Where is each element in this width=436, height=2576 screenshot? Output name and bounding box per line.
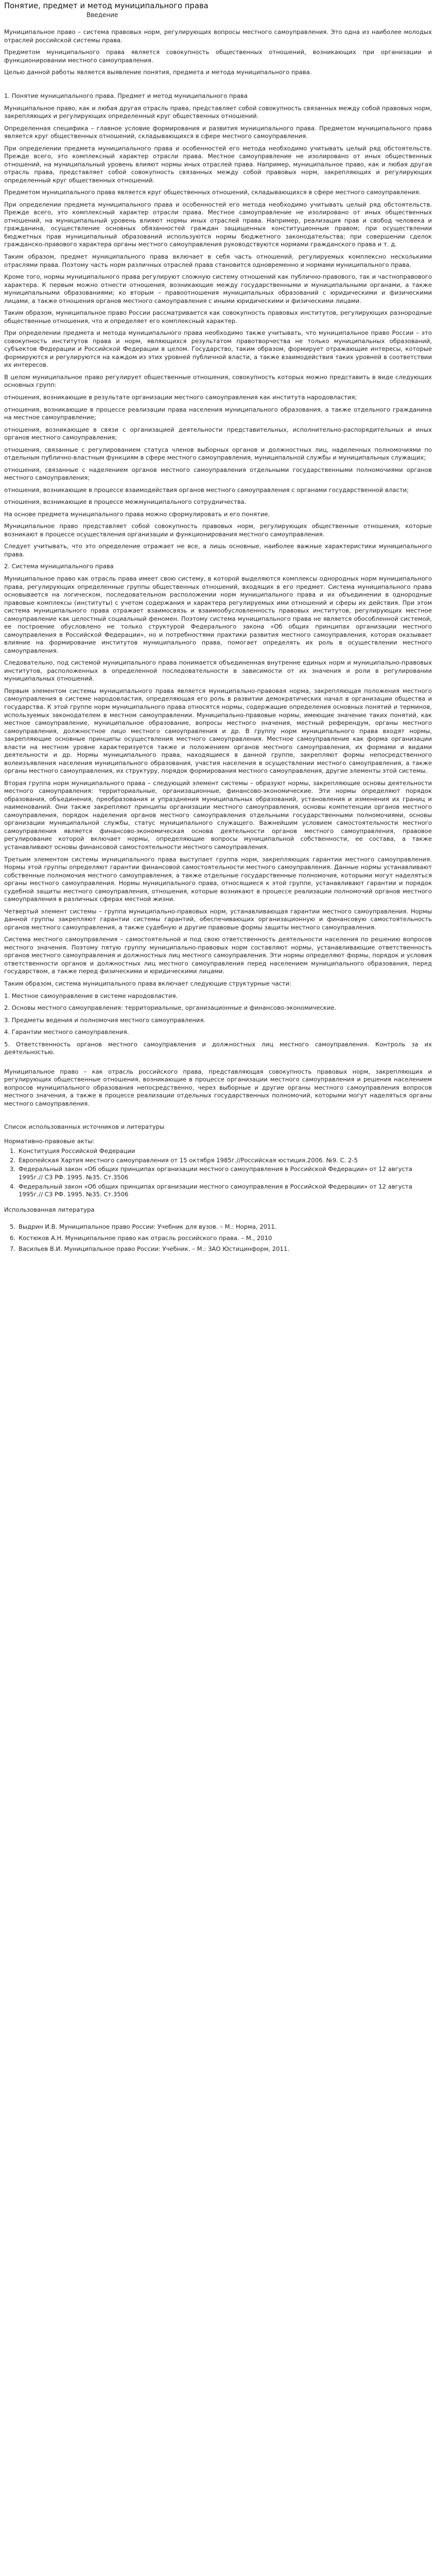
section-system (4, 563, 432, 1056)
body-paragraph: 5. Ответственность органов местного самоуправления и должностных лиц местного самоуправления. Контроль за их деятельностью. (4, 1040, 432, 1056)
books-heading: Использованная литература (4, 1206, 95, 1213)
body-paragraph: отношения, возникающие в связи с организацией деятельности представительных, исполнительно-распорядительных и иных органов местного самоуправления; (4, 426, 432, 442)
body-paragraph: Вторая группа норм муниципального права – следующий элемент системы – образуют нормы, закрепляющие основы деятельности местного самоуправления: территориальные, организационные, финансово-экономические. Эти нормы определяют порядок образования, объединения, преобразования и упразднения муниципальных образований, установления и изменения их границ и наименований. Они также закрепляют принципы организации местного самоуправления, основы компетенции органов местного самоуправления, порядок наделения органов местного самоуправления отдельными государственными полномочиями, основы организации муниципальной службы, статус муниципального служащего. Важнейшим условием самостоятельности местного самоуправления является финансово-экономическая основа деятельности органов местного самоуправления, правовое регулирование которой включает нормы, определяющие вопросы муниципальной собственности, ее состава, а также устанавливают основы финансовой самостоятельности местного самоуправления. (4, 779, 432, 851)
body-paragraph: отношения, возникающие в результате организации местного самоуправления как института народовластия; (4, 393, 357, 401)
body-paragraph: Таким образом, система муниципального права включает следующие структурные части: (4, 979, 291, 987)
list-text: Федеральный закон «Об общих принципах организации местного самоуправления в Российской Федерации» от 12 августа 1995г.// СЗ РФ. 1995. №35. Ст.3506 (19, 1165, 412, 1181)
section-body (4, 575, 432, 1057)
list-number: 5. (9, 1223, 15, 1231)
conclusion-paragraph: Муниципальное право – как отрасль российского права, представляющая совокупность правовых норм, закрепляющих и регулирующих общественные отношения, возникающие в процессе организации местного самоуправления и решения населением вопросов муниципального образования непосредственно, через выборные и другие органы местного самоуправления вопросов местного значения, а также в процессе реализации отдельных государственных полномочий, которыми могут наделяться органы местного самоуправления. (4, 1067, 432, 1107)
sources-section (4, 1123, 432, 1253)
list-number: 6. (9, 1234, 15, 1242)
body-paragraph: Муниципальное право как отрасль права имеет свою систему, в которой выделяются комплексы однородных норм муниципального права, регулирующих определенные группы общественных отношений, входящих в его предмет. Система муниципального права основывается на логическом, последовательном расположении норм муниципального права и их объединении в однородные правовые комплексы (институты) с учетом содержания и характера регулируемых ими отношений и сферы их действия. При этом система муниципального права отражает взаимосвязь и взаимообусловленность правовых институтов, регулирующих местное самоуправление как целостный социальный феномен. Поэтому система муниципального права не является обособленной системой, ее построение обусловлено не только структурой Федерального закона «Об общих принципах организации местного самоуправления в Российской Федерации», но и потребностями практики развития местного самоуправления, которая оказывает влияние на формирование институтов муниципального права, помогает определять их роль в осуществлении местного самоуправления. (4, 575, 432, 654)
body-paragraph: Таким образом, предмет муниципального права включает в себя часть отношений, регулируемых комплексно несколькими отраслями права. Поэтому часть норм различных отраслей права становится одновременно и нормами муниципального права. (4, 253, 432, 268)
page-title: Понятие, предмет и метод муниципального права (4, 2, 208, 10)
list-number: 7. (9, 1245, 15, 1253)
body-paragraph: отношения, возникающие в процессе межмуниципального сотрудничества. (4, 498, 247, 506)
list-number: 3. (9, 1165, 15, 1173)
book-item (4, 1223, 432, 1231)
body-paragraph: Система местного самоуправления – самостоятельной и под свою ответственность деятельности населения по решению вопросов местного значения. Поэтому пятую группу муниципально-правовых норм составляют нормы, устанавливающие ответственность органов местного самоуправления и должностных лиц местного самоуправления. Эти нормы определяют формы, порядок и условия ответственности органов и должностных лиц местного самоуправления перед населением муниципального образования, перед государством, а также перед физическими и юридическими лицами. (4, 936, 432, 975)
body-paragraph: отношения, связанные с наделением органов местного самоуправления отдельными государственными полномочиями органов местного самоуправления; (4, 466, 432, 482)
body-paragraph: Таким образом, муниципальное право России рассматривается как совокупность правовых институтов, регулирующих разнородные общественные отношения, что и определяет его комплексный характер. (4, 309, 432, 325)
intro-paragraph: Муниципальное право – система правовых норм, регулирующих вопросы местного самоуправления. Это одна из наиболее молодых отраслей российской системы права. (4, 28, 432, 44)
law-item (4, 1157, 432, 1165)
document-page (0, 0, 436, 1253)
laws-heading: Нормативно-правовые акты: (4, 1137, 95, 1145)
section-heading: 2. Система муниципального права (4, 563, 114, 570)
intro-heading: Введение (86, 11, 118, 19)
body-paragraph: Предметом муниципального права является круг общественных отношений, складывающихся в сфере местного самоуправления. (4, 189, 421, 196)
list-text: Выдрин И.В. Муниципальное право России: Учебник для вузов. – М.: Норма, 2011. (19, 1223, 277, 1231)
body-paragraph: отношения, связанные с регулированием статуса членов выборных органов и должностных лиц, наделенных полномочиями по отдельным публично-властным функциям в сфере местного самоуправления, муниципальной службы и муниципальных служащих; (4, 446, 432, 462)
intro-paragraph: Целью данной работы является выявление понятия, предмета и метода муниципального права. (4, 69, 312, 76)
law-item (4, 1165, 432, 1181)
list-text: Костюков А.Н. Муниципальное право как отрасль российского права. – М., 2010 (19, 1234, 272, 1242)
body-paragraph: При определении предмета и метода муниципального права необходимо также учитывать, что муниципальное право России – это совокупность институтов права и норм, являющихся результатом правотворчества не только муниципальных образований, субъектов Федерации и Российской Федерации в целом. Государство, таким образом, формирует отражающие интересы, которые формируются и регулируются на каждом из этих уровней публичной власти, а также взаимодействия таких уровней в соответствии их интересов. (4, 329, 432, 369)
body-paragraph: Третьим элементом системы муниципального права выступает группа норм, закрепляющих гарантии местного самоуправления. Нормы этой группы определяют гарантии финансовой самостоятельности местного самоуправления. Данные нормы устанавливают собственные полномочия местного самоуправления, а также отдельные государственные полномочия, которыми могут наделяться органы местного самоуправления. Нормы муниципального права, относящиеся к этой группе, устанавливают гарантии и порядок судебной защиты местного самоуправления, отношения, которые возникают в процессе реализации полномочий органов местного самоуправления в различных сферах местной жизни. (4, 855, 432, 903)
body-paragraph: Первым элементом системы муниципального права является муниципально-правовая норма, закрепляющая положения местного самоуправления в системе народовластия, определяющая его роль в развитии демократических начал в организации общества и государства. К этой группе норм муниципального права относятся нормы, содержащие определения основных понятий и терминов, используемых законодателем в местном самоуправлении. Муниципально-правовые нормы, имеющие значение таких понятий, как местное самоуправление, муниципальное образование, вопросы местного значения, местный референдум, органы местного самоуправления, должностное лицо местного самоуправления и др. В группу норм муниципального права входят нормы, закрепляющие основные принципы осуществления местного самоуправления. Местное самоуправление как форма организации власти на местном уровне характеризуется также и положением органов местного самоуправления, их формами и видами деятельности и др. Нормы муниципального права, находящиеся в данной группе, закрепляют формы непосредственного волеизъявления населения муниципального образования, участия населения в осуществлении местного самоуправления, а также органы местного самоуправления, их структуру, порядок формирования местного самоуправления, другие элементы этой системы. (4, 687, 432, 775)
list-text: Васильев В.И. Муниципальное право России: Учебник. – М.: ЗАО Юстицинформ, 2011. (19, 1245, 289, 1253)
intro-paragraph: Предметом муниципального права является совокупность общественных отношений, возникающих при организации и функционировании местного самоуправления. (4, 48, 432, 64)
book-item (4, 1234, 432, 1243)
body-paragraph: 1. Местное самоуправление в системе народовластия. (4, 992, 178, 999)
body-paragraph: отношения, возникающие в процессе реализации права населения муниципального образования, а также отдельного гражданина на местное самоуправление; (4, 405, 432, 421)
section-body (4, 105, 432, 559)
laws-list (4, 1147, 432, 1198)
section-concept (4, 92, 432, 559)
body-paragraph: 2. Основы местного самоуправления: территориальные, организационные и финансово-экономические. (4, 1004, 337, 1012)
intro-section (4, 28, 432, 77)
body-paragraph: Муниципальное право представляет собой совокупность правовых норм, регулирующих общественные отношения, которые возникают в процессе осуществления организации и функционирования местного самоуправления. (4, 522, 432, 538)
body-paragraph: 4. Гарантии местного самоуправления. (4, 1028, 129, 1036)
body-paragraph: Следует учитывать, что это определение отражает не все, а лишь основные, наиболее важные характеристики муниципального права. (4, 543, 432, 558)
list-text: Европейская Хартия местного самоуправления от 15 октября 1985г.//Российская юстиция.2006. №9. С. 2-5 (19, 1156, 358, 1164)
body-paragraph: 3. Предметы ведения и полномочия местного самоуправления. (4, 1016, 206, 1024)
list-number: 2. (9, 1156, 15, 1164)
body-paragraph: На основе предмета муниципального права можно сформулировать и его понятие. (4, 510, 270, 518)
body-paragraph: Кроме того, нормы муниципального права регулируют сложную систему отношений как публично-правового, так и частноправового характера. К первым можно отнести отношения, возникающие между государственными и муниципальными органами, а также муниципальными образованиями; ко вторым – правоотношения муниципальных образований с юридическими и физическими лицами, а также отношения органов местного самоуправления с иными юридическими и физическими лицами. (4, 273, 432, 304)
law-item (4, 1183, 432, 1199)
body-paragraph: Определенная специфика – главное условие формирования и развития муниципального права. Предметом муниципального права является круг общественных отношений, складывающихся в сфере местного самоуправления. (4, 124, 432, 140)
section-heading: 1. Понятие муниципального права. Предмет и метод муниципального права (4, 92, 248, 99)
list-number: 4. (9, 1182, 15, 1190)
section-body (4, 1068, 432, 1108)
body-paragraph: Муниципальное право, как и любая другая отрасль права, представляет собой совокупность связанных между собой правовых норм, закрепляющих и регулирующих определенный круг общественных отношений. (4, 104, 432, 120)
body-paragraph: Четвертый элемент системы – группа муниципально-правовых норм, устанавливающая гарантии местного самоуправления. Нормы данной группы закрепляют гарантии системы гарантий, обеспечивающих организационную и финансовую самостоятельность органов местного самоуправления, а также судебную и другие правовые формы защиты местного самоуправления. (4, 907, 432, 931)
sources-heading: Список использованных источников и литературы (4, 1123, 165, 1131)
list-text: Федеральный закон «Об общих принципах организации местного самоуправления в Российской Федерации» от 12 августа 1995г.// СЗ РФ. 1995. №35. Ст.3506 (19, 1182, 412, 1198)
law-item (4, 1147, 432, 1156)
body-paragraph: При определении предмета муниципального права и особенностей его метода необходимо учитывать целый ряд обстоятельств. Прежде всего, это комплексный характер отрасли права. Местное самоуправление не изолировано от иных общественных отношений, на муниципальный уровень влияют нормы иных отраслей права. Например, муниципальное право, как и любая другая отрасль права, представляет собой совокупность связанных между собой правовых норм, закрепляющих и регулирующих определенный круг общественных отношений. (4, 144, 432, 184)
body-paragraph: В целом муниципальное право регулирует общественные отношения, совокупность которых можно представить в виде следующих основных групп: (4, 373, 432, 389)
books-list (4, 1223, 432, 1253)
list-text: Конституция Российской Федерации (19, 1147, 135, 1155)
body-paragraph: При определении предмета муниципального права и особенностей его метода необходимо учитывать целый ряд обстоятельств. Прежде всего, это комплексный характер отрасли права. Местное самоуправление не изолировано от иных общественных отношений, на муниципальный уровень влияют нормы иных отраслей права. Например, реализация прав и свобод человека и гражданина, осуществление основных обязанностей граждан защищенных конституционным правом; при осуществлении бюджетных прав муниципальный образований используются нормы бюджетного законодательства; при совершении сделок гражданско-правового характера органы местного самоуправления руководствуются нормами гражданского права и т. д. (4, 200, 432, 248)
body-paragraph: Следовательно, под системой муниципального права понимается объединенная внутренне единых норм и муниципально-правовых институтов, расположенных в определенной последовательности в зависимости от их значения и роли в регулировании муниципальных отношений. (4, 659, 432, 683)
body-paragraph: отношения, возникающие в процессе взаимодействия органов местного самоуправления с органами государственной власти; (4, 486, 409, 494)
list-number: 1. (9, 1147, 15, 1155)
book-item (4, 1245, 432, 1253)
section-conclusion (4, 1068, 432, 1108)
